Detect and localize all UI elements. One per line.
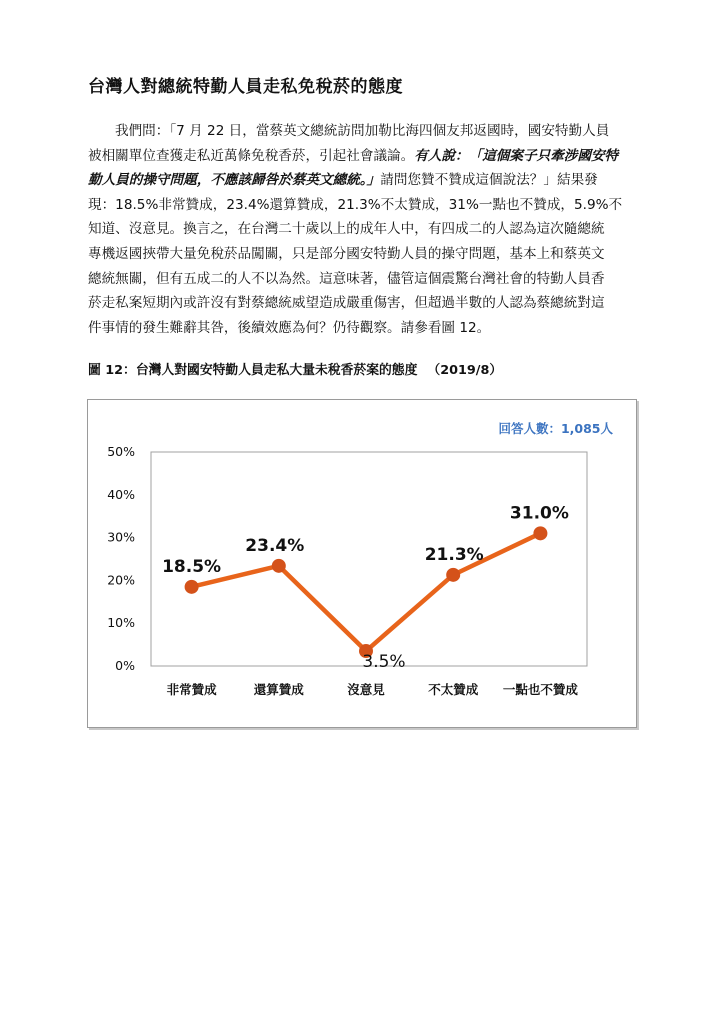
- x-tick-label: 還算贊成: [253, 682, 304, 697]
- paragraph-line: 總統無關，但有五成二的人不以為然。這意味著，儘管這個震驚台灣社會的特勤人員香: [88, 270, 605, 287]
- paragraph-line: [88, 168, 648, 193]
- y-tick-label: 50%: [107, 444, 135, 459]
- paragraph-line: 知道、沒意見。換言之，在台灣二十歲以上的成年人中，有四成二的人認為這次隨總統: [88, 221, 605, 238]
- y-tick-label: 40%: [107, 486, 135, 502]
- emphasis-text: 勤人員的操守問題，不應該歸咎於蔡英文總統。」: [88, 172, 381, 189]
- y-tick-label: 20%: [107, 572, 135, 588]
- data-value-label: 18.5%: [162, 556, 222, 577]
- body-paragraph: [88, 119, 648, 340]
- paragraph-line: 件事情的發生難辭其咎，後續效應為何？仍待觀察。請參看圖 12。: [88, 319, 491, 336]
- data-point-marker: [446, 568, 460, 582]
- y-tick-label: 10%: [107, 615, 135, 631]
- paragraph-line: 專機返國挾帶大量免稅菸品闖關，只是部分國安特勤人員的操守問題，基本上和蔡英文: [88, 245, 605, 262]
- line-chart: [87, 399, 637, 728]
- x-tick-label: 沒意見: [347, 682, 385, 697]
- paragraph-text: 被相關單位查獲走私近萬條免稅香菸，引起社會議論。: [88, 147, 415, 164]
- respondents-annotation: 回答人數：1,085人: [498, 421, 613, 436]
- data-value-label: 3.5%: [362, 652, 406, 673]
- x-tick-label: 一點也不贊成: [502, 682, 578, 697]
- paragraph-line: 現：18.5%非常贊成，23.4%還算贊成，21.3%不太贊成，31%一點也不贊成，5.9%不: [88, 196, 623, 213]
- data-point-marker: [272, 559, 286, 573]
- paragraph-line: 菸走私案短期內或許沒有對蔡總統威望造成嚴重傷害，但超過半數的人認為蔡總統對這: [88, 295, 605, 312]
- data-value-label: 31.0%: [509, 503, 569, 524]
- paragraph-line: [88, 144, 648, 169]
- section-title: 台灣人對總統特勤人員走私免稅菸的態度: [88, 77, 403, 97]
- y-tick-label: 0%: [115, 658, 135, 673]
- data-value-label: 21.3%: [424, 544, 484, 565]
- emphasis-text: 有人說：「這個案子只牽涉國安特: [414, 147, 619, 164]
- x-tick-label: 非常贊成: [166, 682, 217, 697]
- figure-date: （2019/8）: [427, 363, 503, 378]
- data-value-label: 23.4%: [245, 535, 305, 556]
- data-point-marker: [533, 526, 547, 540]
- y-tick-label: 30%: [107, 529, 135, 545]
- series-line: [192, 533, 541, 651]
- data-point-marker: [185, 580, 199, 594]
- chart-canvas: [88, 400, 636, 727]
- x-tick-label: 不太贊成: [428, 682, 479, 697]
- figure-caption: [88, 359, 502, 378]
- paragraph-text: 請問您贊不贊成這個說法？」結果發: [380, 172, 598, 189]
- figure-caption-text: 圖 12：台灣人對國安特勤人員走私大量未稅香菸案的態度: [88, 363, 418, 378]
- paragraph-line: 我們問：「7 月 22 日，當蔡英文總統訪問加勒比海四個友邦返國時，國安特勤人員: [115, 123, 610, 139]
